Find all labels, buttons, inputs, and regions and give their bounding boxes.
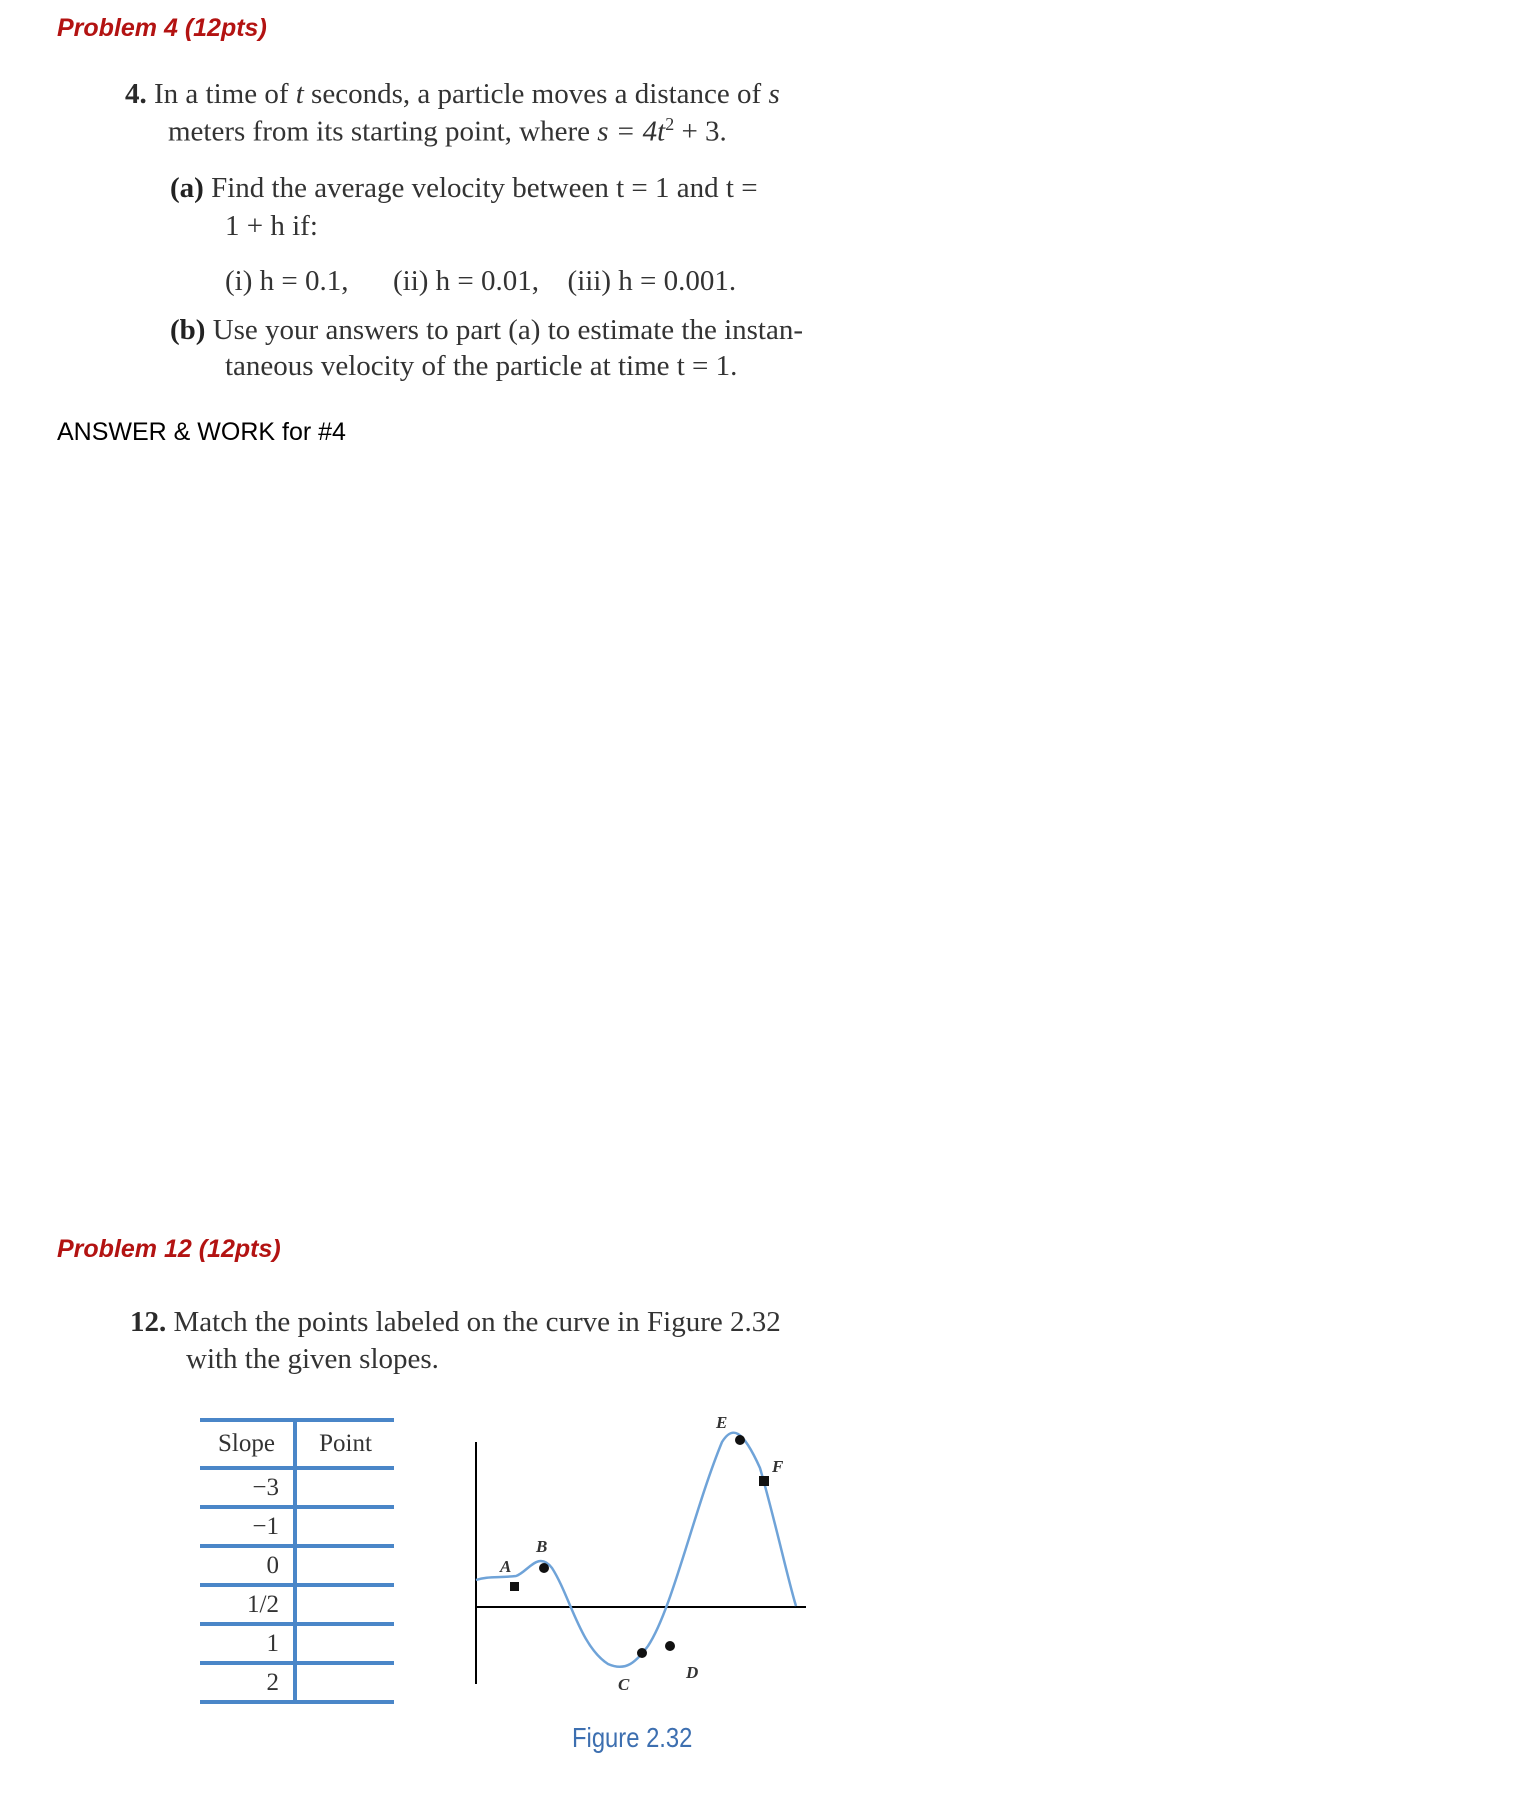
var-s: s bbox=[768, 78, 780, 110]
label-b: B bbox=[536, 1537, 548, 1556]
table-row bbox=[200, 1470, 394, 1509]
problem-4-line2-text: meters from its starting point, where bbox=[168, 115, 598, 148]
label-a: A bbox=[500, 1557, 512, 1576]
answer-label: ANSWER & WORK for #4 bbox=[57, 418, 346, 446]
part-a-line2: 1 + h if: bbox=[225, 210, 318, 242]
subpart-iii: (iii) h = 0.001. bbox=[567, 265, 737, 297]
problem-12-heading: Problem 12 (12pts) bbox=[57, 1235, 281, 1263]
point-cell bbox=[297, 1665, 394, 1700]
label-d: D bbox=[686, 1663, 699, 1682]
part-b-line2: taneous velocity of the particle at time t = 1. bbox=[225, 350, 738, 382]
problem-12-text1: Match the points labeled on the curve in Figure 2.32 bbox=[173, 1306, 781, 1338]
part-a-label: (a) bbox=[170, 172, 204, 204]
formula-exponent: 2 bbox=[665, 114, 675, 134]
formula-rhs: + 3. bbox=[674, 115, 727, 148]
table-row bbox=[200, 1548, 394, 1587]
problem-4-text-mid: seconds, a particle moves a distance of bbox=[303, 78, 769, 110]
problem-4-text-pre: In a time of bbox=[154, 78, 296, 110]
point-cell bbox=[297, 1509, 394, 1544]
slope-value: 1/2 bbox=[200, 1587, 297, 1622]
point-f-marker bbox=[759, 1476, 769, 1486]
curve bbox=[476, 1433, 796, 1667]
table-row bbox=[200, 1626, 394, 1665]
problem-4-heading: Problem 4 (12pts) bbox=[57, 14, 267, 42]
label-f: F bbox=[772, 1457, 784, 1476]
part-a-line1 bbox=[170, 172, 758, 205]
problem-12-number: 12. bbox=[130, 1306, 167, 1338]
label-e: E bbox=[716, 1413, 728, 1432]
part-b-line1 bbox=[170, 314, 803, 347]
point-a-marker bbox=[510, 1582, 519, 1591]
figure-2-32 bbox=[460, 1410, 820, 1710]
label-c: C bbox=[618, 1675, 630, 1694]
point-c-marker bbox=[637, 1648, 647, 1658]
part-a-text: Find the average velocity between t = 1 and t = bbox=[211, 172, 758, 204]
figure-caption: Figure 2.32 bbox=[572, 1722, 693, 1753]
header-point: Point bbox=[319, 1430, 372, 1457]
slope-value: 2 bbox=[200, 1665, 297, 1700]
table-row bbox=[200, 1587, 394, 1626]
point-cell bbox=[297, 1548, 394, 1583]
point-cell bbox=[297, 1470, 394, 1505]
problem-4-number: 4. bbox=[125, 78, 147, 110]
slope-value: 1 bbox=[200, 1626, 297, 1661]
point-d-marker bbox=[665, 1641, 675, 1651]
subpart-ii: (ii) h = 0.01, bbox=[392, 265, 540, 297]
table-row bbox=[200, 1509, 394, 1548]
slope-table bbox=[200, 1418, 394, 1704]
table-row bbox=[200, 1665, 394, 1704]
problem-4-statement-line1 bbox=[125, 78, 780, 111]
slope-value: −1 bbox=[200, 1509, 297, 1544]
slope-value: −3 bbox=[200, 1470, 297, 1505]
part-a-subparts bbox=[225, 265, 736, 298]
part-b-label: (b) bbox=[170, 314, 206, 346]
problem-12-line1 bbox=[130, 1306, 781, 1339]
problem-4-statement-line2 bbox=[168, 114, 727, 149]
point-cell bbox=[297, 1626, 394, 1661]
subpart-i: (i) h = 0.1, bbox=[225, 265, 349, 297]
point-cell bbox=[297, 1587, 394, 1622]
problem-12-line2: with the given slopes. bbox=[186, 1343, 439, 1375]
slope-table-header bbox=[200, 1418, 394, 1470]
point-b-marker bbox=[539, 1563, 549, 1573]
var-t: t bbox=[295, 78, 304, 110]
point-e-marker bbox=[735, 1435, 745, 1445]
formula-lhs: s = 4t bbox=[597, 115, 666, 148]
part-b-text: Use your answers to part (a) to estimate the instan- bbox=[212, 314, 803, 346]
header-slope: Slope bbox=[200, 1422, 297, 1466]
slope-value: 0 bbox=[200, 1548, 297, 1583]
